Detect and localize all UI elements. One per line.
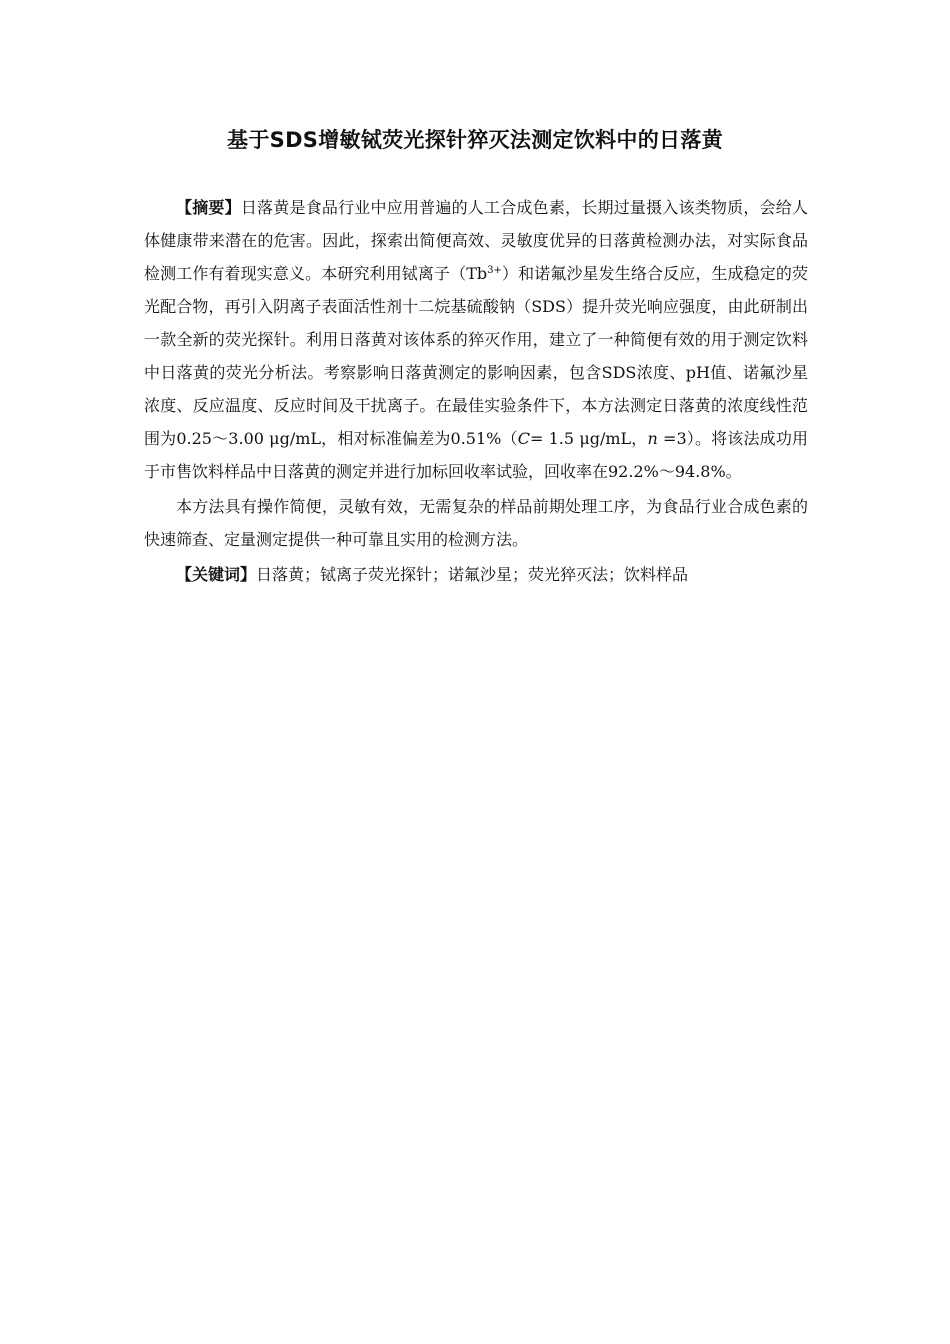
abstract-label: 【摘要】 bbox=[176, 198, 241, 217]
abstract-text-part-3: = 1.5 μg/mL， bbox=[529, 429, 648, 448]
abstract-paragraph bbox=[144, 191, 808, 488]
abstract-text-part-1: 日落黄是食品行业中应用普遍的人工合成色素，长期过量摄入该类物质，会给人体健康带来潜在的危害。因此，探索出简便高效、灵敏度优异的日落黄检测办法，对实际食品检测工作有着现实意义。本研究利用铽离子（Tb bbox=[144, 198, 808, 283]
abstract-text-part-2: ）和诺氟沙星发生络合反应，生成稳定的荧光配合物，再引入阴离子表面活性剂十二烷基硫酸钠（SDS）提升荧光响应强度，由此研制出一款全新的荧光探针。利用日落黄对该体系的猝灭作用，建立了一种简便有效的用于测定饮料中日落黄的荧光分析法。考察影响日落黄测定的影响因素，包含SDS浓度、pH值、诺氟沙星浓度、反应温度、反应时间及干扰离子。在最佳实验条件下，本方法测定日落黄的浓度线性范围为0.25～3.00 μg/mL，相对标准偏差为0.51%（ bbox=[144, 264, 808, 448]
variable-n: n bbox=[647, 429, 658, 448]
keywords-paragraph bbox=[144, 558, 808, 591]
keywords-label: 【关键词】 bbox=[176, 565, 257, 584]
abstract-text-part-4: =3）。将该法成功用于市售饮料样品中日落黄的测定并进行加标回收率试验，回收率在92.2%～94.8%。 bbox=[144, 429, 808, 481]
paper-title: 基于SDS增敏铽荧光探针猝灭法测定饮料中的日落黄 bbox=[227, 128, 723, 152]
superscript-3plus: 3+ bbox=[487, 265, 502, 276]
keywords-text: 日落黄；铽离子荧光探针；诺氟沙星；荧光猝灭法；饮料样品 bbox=[256, 565, 689, 584]
variable-c: C bbox=[517, 429, 530, 448]
abstract-section bbox=[144, 191, 808, 593]
conclusion-paragraph: 本方法具有操作简便，灵敏有效，无需复杂的样品前期处理工序，为食品行业合成色素的快速筛查、定量测定提供一种可靠且实用的检测方法。 bbox=[144, 497, 808, 549]
